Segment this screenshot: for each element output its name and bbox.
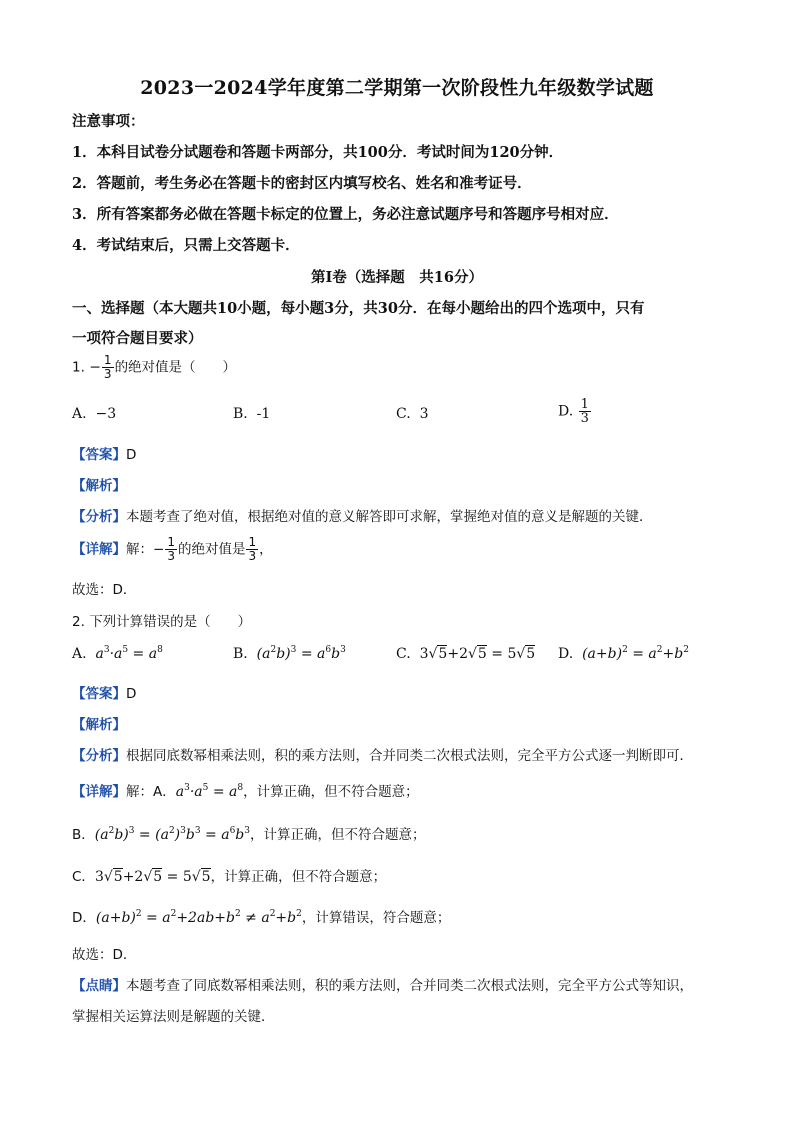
option-d: D. $(a+b)^2 = a^2+b^2$ <box>558 645 689 662</box>
option-c: C. 3 <box>396 406 429 422</box>
choose-line: 故选：D． <box>72 582 137 598</box>
notice-heading: 注意事项： <box>72 113 145 130</box>
remark-line: 掌握相关运算法则是解题的关键． <box>72 1009 275 1025</box>
fraction: $\frac{1}{3}$ <box>248 535 257 563</box>
question-2-stem: 2. 下列计算错误的是（ ） <box>72 614 252 630</box>
section-title: 第Ⅰ卷（选择题 共16分） <box>311 269 483 286</box>
answer-line: 【答案】D <box>72 686 137 702</box>
option-c: C. 3√5+2√5 = 5√5 <box>396 646 536 662</box>
question-number: 1. <box>72 359 85 376</box>
analysis-line: 【分析】本题考查了绝对值，根据绝对值的意义解答即可求解，掌握绝对值的意义是解题的关键． <box>72 509 653 525</box>
answer-line: 【答案】D <box>72 447 137 463</box>
detail-line: 【详解】解：− $\frac{1}{3}$ 的绝对值是 $\frac{1}{3}$ ， <box>72 535 273 563</box>
part-heading: 一、选择题（本大题共10小题，每小题3分，共30分．在每小题给出的四个选项中，只有 <box>72 300 645 317</box>
question-text: 的绝对值是（ ） <box>114 359 237 376</box>
fraction: $\frac{1}{3}$ <box>580 397 589 426</box>
detail-line-a: 【详解】解：A．$a^3\cdot a^5 = a^8$，计算正确，但不符合题意； <box>72 783 419 800</box>
option-a: A. $a^3\cdot a^5 = a^8$ <box>72 645 163 662</box>
analysis-line: 【分析】根据同底数幂相乘法则，积的乘方法则，合并同类二次根式法则，完全平方公式逐一判断即可． <box>72 748 693 764</box>
notice-item: 3．所有答案都务必做在答题卡标定的位置上，务必注意试题序号和答题序号相对应． <box>72 206 619 223</box>
option-d: D. $\frac{1}{3}$ <box>558 397 589 426</box>
detail-line-d: D．$(a+b)^2 = a^2+2ab+b^2 \ne a^2+b^2$，计算错误，符合题意； <box>72 909 451 926</box>
question-1-stem <box>72 354 236 381</box>
detail-line-b: B．$(a^2b)^3 = (a^2)^3b^3 = a^6b^3$，计算正确，但不符合题意； <box>72 826 426 843</box>
analysis-tag: 【解析】 <box>72 478 126 494</box>
remark-line: 【点睛】本题考查了同底数幂相乘法则，积的乘方法则，合并同类二次根式法则，完全平方公式等知识， <box>72 978 693 994</box>
notice-item: 1．本科目试卷分试题卷和答题卡两部分，共100分．考试时间为120分钟． <box>72 144 564 161</box>
option-a: A. −3 <box>72 406 117 422</box>
fraction-sign: − <box>89 359 101 376</box>
choose-line: 故选：D． <box>72 947 137 963</box>
analysis-tag: 【解析】 <box>72 717 126 733</box>
fraction: $\frac{1}{3}$ <box>167 535 175 563</box>
fraction: $\frac{1}{3}$ <box>103 353 112 381</box>
page-title: 2023一2024学年度第二学期第一次阶段性九年级数学试题 <box>140 77 654 99</box>
detail-line-c: C．3√5+2√5 = 5√5，计算正确，但不符合题意； <box>72 869 387 885</box>
option-b: B. $(a^2b)^3 = a^6b^3$ <box>233 645 346 662</box>
part-heading: 一项符合题目要求） <box>72 330 203 347</box>
option-b: B. -1 <box>233 406 271 422</box>
notice-item: 4．考试结束后，只需上交答题卡． <box>72 237 300 254</box>
notice-item: 2．答题前，考生务必在答题卡的密封区内填写校名、姓名和准考证号． <box>72 175 532 192</box>
